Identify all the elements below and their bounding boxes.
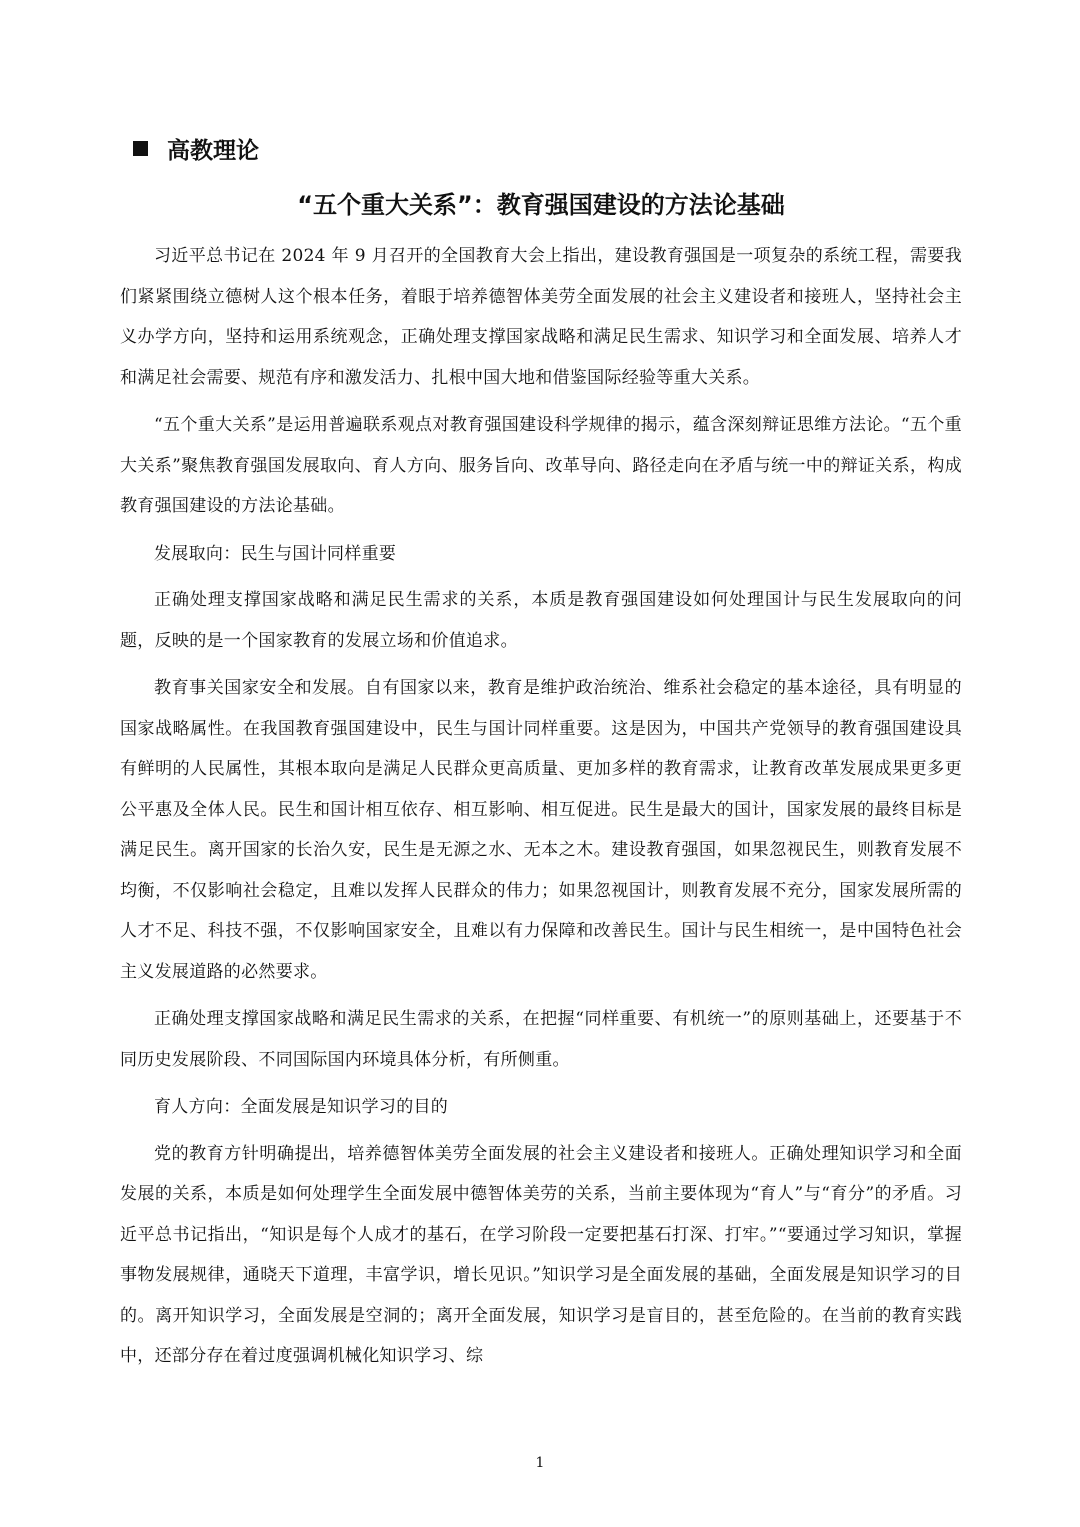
section-label: 高教理论: [167, 137, 259, 164]
body-paragraph: “五个重大关系”是运用普遍联系观点对教育强国建设科学规律的揭示，蕴含深刻辩证思维方法论。“五个重大关系”聚焦教育强国发展取向、育人方向、服务旨向、改革导向、路径走向在矛盾与统一中的辩证关系，构成教育强国建设的方法论基础。: [120, 415, 962, 516]
body-paragraph: 正确处理支撑国家战略和满足民生需求的关系，在把握“同样重要、有机统一”的原则基础上，还要基于不同历史发展阶段、不同国际国内环境具体分析，有所侧重。: [120, 1009, 962, 1070]
article-body: [120, 236, 962, 1384]
section-heading: [133, 130, 259, 166]
section-subheading: 育人方向：全面发展是知识学习的目的: [154, 1097, 449, 1117]
section-subheading: 发展取向：民生与国计同样重要: [154, 543, 397, 564]
body-paragraph: 教育事关国家安全和发展。自有国家以来，教育是维护政治统治、维系社会稳定的基本途径，具有明显的国家战略属性。在我国教育强国建设中，民生与国计同样重要。这是因为，中国共产党领导的教育强国建设具有鲜明的人民属性，其根本取向是满足人民群众更高质量、更加多样的教育需求，让教育改革发展成果更多更公平惠及全体人民。民生和国计相互依存、相互影响、相互促进。民生是最大的国计，国家发展的最终目标是满足民生。离开国家的长治久安，民生是无源之水、无本之木。建设教育强国，如果忽视民生，则教育发展不均衡，不仅影响社会稳定，且难以发挥人民群众的伟力；如果忽视国计，则教育发展不充分，国家发展所需的人才不足、科技不强，不仅影响国家安全，且难以有力保障和改善民生。国计与民生相统一，是中国特色社会主义发展道路的必然要求。: [120, 678, 962, 982]
page-number: 1: [535, 1455, 545, 1471]
article-title: “五个重大关系”：教育强国建设的方法论基础: [297, 191, 785, 219]
black-square-bullet-icon: [133, 141, 148, 156]
body-paragraph: 习近平总书记在 2024 年 9 月召开的全国教育大会上指出，建设教育强国是一项复杂的系统工程，需要我们紧紧围绕立德树人这个根本任务，着眼于培养德智体美劳全面发展的社会主义建设者和接班人，坚持社会主义办学方向，坚持和运用系统观念，正确处理支撑国家战略和满足民生需求、知识学习和全面发展、培养人才和满足社会需要、规范有序和激发活力、扎根中国大地和借鉴国际经验等重大关系。: [120, 246, 962, 388]
body-paragraph: 正确处理支撑国家战略和满足民生需求的关系，本质是教育强国建设如何处理国计与民生发展取向的问题，反映的是一个国家教育的发展立场和价值追求。: [120, 590, 962, 651]
body-paragraph: 党的教育方针明确提出，培养德智体美劳全面发展的社会主义建设者和接班人。正确处理知识学习和全面发展的关系，本质是如何处理学生全面发展中德智体美劳的关系，当前主要体现为“育人”与“育分”的矛盾。习近平总书记指出，“知识是每个人成才的基石，在学习阶段一定要把基石打深、打牢。”“要通过学习知识，掌握事物发展规律，通晓天下道理，丰富学识，增长见识。”知识学习是全面发展的基础，全面发展是知识学习的目的。离开知识学习，全面发展是空洞的；离开全面发展，知识学习是盲目的，甚至危险的。在当前的教育实践中，还部分存在着过度强调机械化知识学习、综: [120, 1143, 962, 1366]
